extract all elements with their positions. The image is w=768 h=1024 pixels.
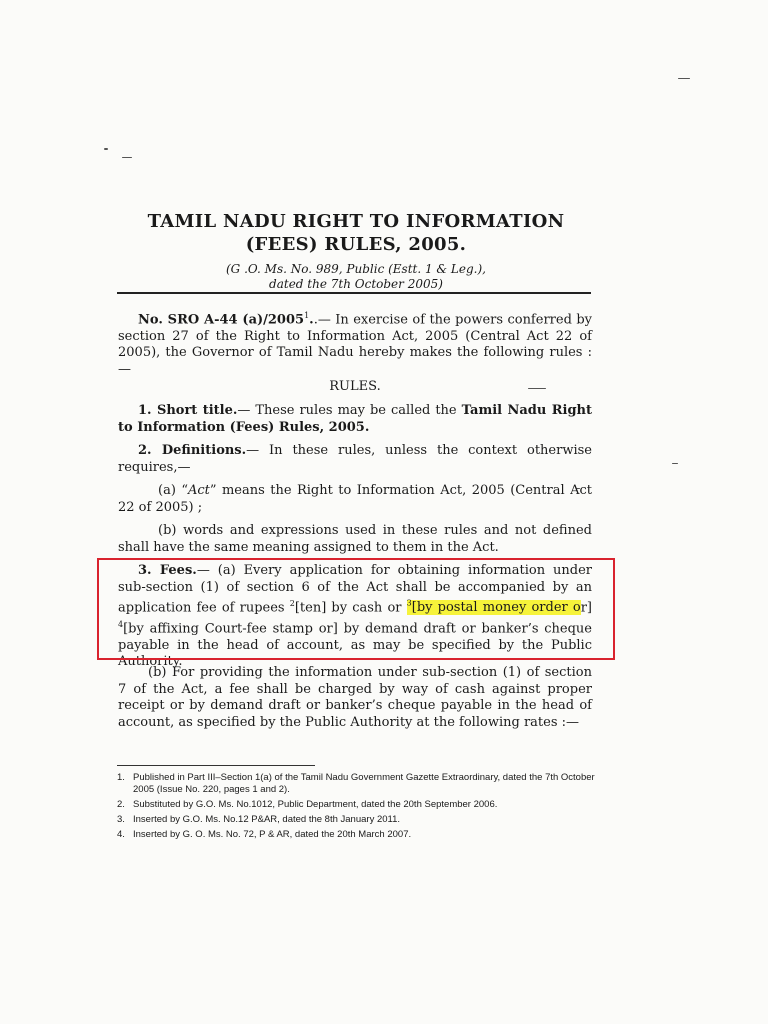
footnote-ref-3: 3: [406, 599, 412, 608]
footnote-number: 2.: [117, 799, 125, 810]
footnote-text: Inserted by G. O. Ms. No. 72, P & AR, dated the 20th March 2007.: [133, 829, 412, 840]
go-reference-line1: (G .O. Ms. No. 989, Public (Estt. 1 & Leg.),: [226, 262, 486, 276]
red-annotation-box: [97, 558, 615, 660]
footnote-number: 4.: [117, 829, 125, 840]
scan-speck: [672, 463, 678, 464]
title-divider: [117, 292, 591, 294]
rule-3a-ten: [ten] by cash or: [294, 600, 407, 616]
footnote-number: 3.: [117, 814, 125, 825]
rule-3a-text2: [by affixing Court-fee stamp or] by demand draft or banker’s cheque payable in the head of account, as may be specified by the Public Authority.: [118, 621, 592, 670]
footnote: [117, 829, 597, 841]
intro-paragraph: No. SRO A-44 (a)/2005$^1$..— In exercise of the powers conferred by section 27 of the Right to Information Act, 2005 (Central Act 22 of 2005), the Governor of Tamil Nadu hereby makes the following rules :—: [118, 311, 592, 377]
rule-3b-text: (b) For providing the information under sub-section (1) of section 7 of the Act, a fee shall be charged by way of cash against proper receipt or by demand draft or banker’s cheque payable in the head of account, as specified by the Public Authority at the following rates :—: [118, 665, 592, 730]
rule-3b: [118, 665, 592, 731]
footnote: [117, 799, 597, 811]
rule-1-text: — These rules may be called the: [237, 403, 462, 418]
footnote-ref-4: 4: [118, 619, 124, 629]
rule-2-text: — In these rules, unless the context otherwise requires,—: [118, 443, 592, 475]
footnote: [117, 772, 597, 796]
footnote: [117, 814, 597, 826]
scan-speck: [104, 148, 108, 150]
intro-text: .— In exercise of the powers conferred by section 27 of the Right to Information Act, 2005 (Central Act 22 of 2005), the Governor of Tamil Nadu hereby makes the following rules :—: [118, 312, 592, 377]
rule-3-heading: 3. Fees.: [138, 563, 197, 578]
footnote-ref-1: 1: [304, 311, 310, 320]
rule-2a: [118, 483, 592, 516]
rule-2-heading: 2. Definitions.: [138, 443, 247, 458]
footnote-text: Substituted by G.O. Ms. No.1012, Public Department, dated the 20th September 2006.: [133, 799, 498, 810]
rule-2a-lead: (a) “: [158, 483, 188, 498]
sro-number: No. SRO A-44 (a)/2005: [138, 312, 305, 328]
rule-1-heading: 1. Short title.: [138, 403, 238, 418]
footnote-number: 1.: [117, 772, 125, 783]
footnote-divider: [117, 765, 315, 766]
scan-speck: [122, 157, 132, 158]
rule-2b: [118, 523, 592, 556]
footnote-ref-2: 2: [289, 599, 295, 608]
rule-2: [118, 443, 592, 476]
rules-heading: RULES.: [329, 379, 381, 394]
footnote-text: Published in Part III–Section 1(a) of the Tamil Nadu Government Gazette Extraordinary, dated the 7th October 2005 (Issue No. 220, pages 1 and 2).: [133, 772, 595, 795]
document-title-line2: (FEES) RULES, 2005.: [245, 234, 467, 255]
rule-1: [118, 403, 592, 436]
footnotes: [117, 772, 597, 844]
highlight-phrase: [by postal money order o: [411, 600, 581, 616]
rule-3a-after-hl: r]: [580, 600, 593, 616]
rule-3a-text1: — (a) Every application for obtaining information under sub-section (1) of section 6 of the Act shall be accompanied by an application fee of rupees: [118, 563, 592, 616]
rule-2a-term: Act: [187, 483, 210, 498]
rule-1-bold: Tamil Nadu Right to Information (Fees) Rules, 2005.: [118, 403, 592, 435]
rule-2b-text: (b) words and expressions used in these rules and not defined shall have the same meaning assigned to them in the Act.: [118, 523, 592, 555]
rule-2a-text: ” means the Right to Information Act, 2005 (Central Act 22 of 2005) ;: [118, 483, 592, 515]
go-reference-line2: dated the 7th October 2005): [269, 277, 443, 291]
document-title-line1: TAMIL NADU RIGHT TO INFORMATION: [147, 211, 565, 232]
scan-speck: [678, 78, 690, 79]
footnote-text: Inserted by G.O. Ms. No.12 P&AR, dated the 8th January 2011.: [133, 814, 401, 825]
